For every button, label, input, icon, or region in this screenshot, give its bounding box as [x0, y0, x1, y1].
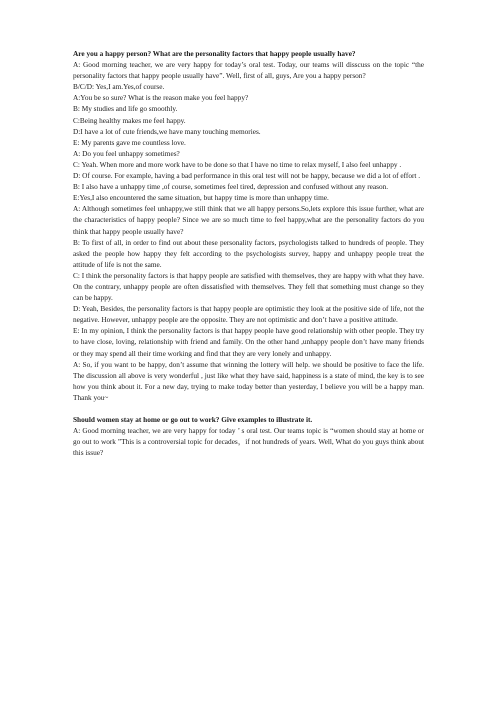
- section-2-title: Should women stay at home or go out to work? Give examples to illustrate it.: [73, 415, 313, 425]
- dialogue-line: B: I also have a unhappy time ,of course, sometimes feel tired, depression and confused without any reason.: [73, 182, 389, 192]
- dialogue-line: A: Good morning teacher, we are very happy for today ’ s oral test. Our teams topic is “women should stay at home or go out to work ”This is a controversial topic for decades，if not hundreds of years. Well, What do you guys think about this issue?: [73, 426, 424, 458]
- dialogue-line: A: Do you feel unhappy sometimes?: [73, 148, 180, 158]
- section-1-body: [73, 59, 424, 403]
- dialogue-line: D: Of course. For example, having a bad performance in this oral test will not be happy, because we did a lot of effort .: [73, 171, 421, 181]
- section-2-body: [73, 425, 424, 458]
- dialogue-line: A: Although sometimes feel unhappy,we still think that we all happy persons.So,lets explore this issue further, what are the characteristics of happy people? Since we are so much time to feel happy,what are the personality factors do you think that happy people usually have?: [73, 204, 424, 236]
- dialogue-line: A:You be so sure? What is the reason make you feel happy?: [73, 93, 249, 103]
- dialogue-line: B: To first of all, in order to find out about these personality factors, psychologists talked to hundreds of people. They asked the people how happy they felt according to the psychologists survey, happy and unhappy people treat the attitude of life is not the same.: [73, 237, 424, 269]
- dialogue-line: C: Yeah. When more and more work have to be done so that I have no time to relax myself, I also feel unhappy .: [73, 159, 402, 169]
- dialogue-line: D:I have a lot of cute friends,we have many touching memories.: [73, 126, 261, 136]
- dialogue-line: A: So, if you want to be happy, don’t assume that winning the lottery will help. we should be positive to face the life. The discussion all above is very wonderful , just like what they have said, happiness is a state of mind, the key is to see how you think about it. For a new day, trying to make today better than yesterday, I believe you will be a happy man. Thank you~: [73, 359, 424, 402]
- section-1-title: Are you a happy person? What are the personality factors that happy people usually have?: [73, 49, 356, 58]
- dialogue-line: D: Yeah, Besides, the personality factors is that happy people are optimistic they look at the positive side of life, not the negative. However, unhappy people are the opposite. They are not optimistic and don’t have a positive attitude.: [73, 304, 424, 325]
- dialogue-line: E: My parents gave me countless love.: [73, 137, 186, 147]
- dialogue-line: E:Yes,I also encountered the same situation, but happy time is more than unhappy time.: [73, 193, 329, 203]
- dialogue-line: C:Being healthy makes me feel happy.: [73, 115, 186, 125]
- dialogue-line: A: Good morning teacher, we are very happy for today’s oral test. Today, our teams will disscuss on the topic “the personality factors that happy people usually have”. Well, first of all, guys, Are you a happy person?: [73, 60, 424, 81]
- dialogue-line: E: In my opinion, I think the personality factors is that happy people have good relationship with other people. They try to have close, loving, relationship with friend and family. On the other hand ,unhappy people don’t have many friends or they may spend all their time working and find that they are very lonely and unhappy.: [73, 326, 424, 358]
- dialogue-line: B: My studies and life go smoothly.: [73, 104, 178, 114]
- dialogue-line: B/C/D: Yes,I am.Yes,of course.: [73, 82, 165, 92]
- dialogue-line: C: I think the personality factors is that happy people are satisfied with themselves, they are happy with what they have. On the contrary, unhappy people are often dissatisfied with themselves. They fell that something must change so they can be happy.: [73, 270, 424, 303]
- section-spacer: [73, 403, 424, 414]
